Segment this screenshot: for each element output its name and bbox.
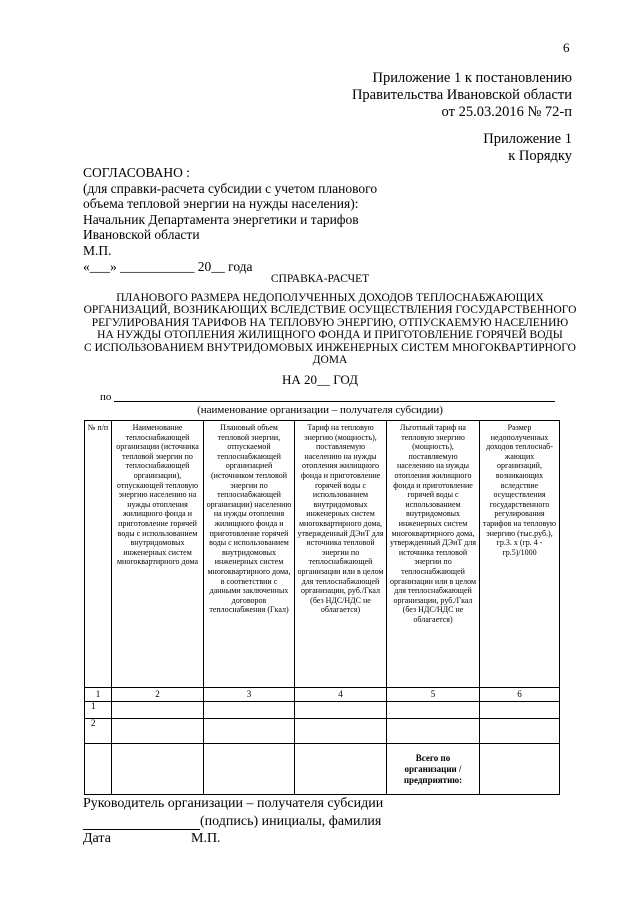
approval-line: объема тепловой энергии на нужды населения): (83, 196, 359, 212)
table-cell[interactable] (480, 702, 560, 719)
table-cell[interactable] (112, 719, 204, 744)
approval-block (83, 165, 377, 274)
table-row (85, 702, 560, 719)
total-value-cell[interactable] (480, 744, 560, 795)
table-cell[interactable] (112, 702, 204, 719)
po-label: по (100, 391, 112, 403)
subtitle-line: ОРГАНИЗАЦИЙ, ВОЗНИКАЮЩИХ ВСЛЕДСТВИЕ ОСУЩЕСТВЛЕНИЯ ГОСУДАРСТВЕННОГО (83, 304, 577, 317)
organization-caption: (наименование организации – получателя субсидии) (197, 404, 443, 416)
row-number: 1 (85, 702, 112, 719)
appendix-line: Приложение 1 к постановлению (372, 70, 572, 86)
table-header-cell: Наименование теплоснабжающей организации (источника тепловой энергии по теплоснабжающей организации), отпускающей тепловую энергию населению на нужды отопления жилищного фонда и приготовление горячей воды с использованием внутридомовых инженерных систем многоквартирного дома (112, 421, 204, 688)
table-cell[interactable] (295, 719, 387, 744)
table-cell[interactable] (387, 702, 480, 719)
table-header-cell: Плановый объем тепловой энергии, отпускаемой теплоснабжающей организацией (источником тепловой энергии по теплоснабжающей организации) населению на нужды отопления жилищного фонда и приготовление горячей воды с использованием внутридомовых инженерных систем многоквартирного дома, в соответствии с данными заключенных договоров теплоснабжения (Гкал) (204, 421, 295, 688)
appendix-resolution-block (352, 70, 572, 121)
subtitle-line: ПЛАНОВОГО РАЗМЕРА НЕДОПОЛУЧЕННЫХ ДОХОДОВ ТЕПЛОСНАБЖАЮЩИХ (116, 292, 544, 304)
signature-line (83, 814, 381, 830)
table-cell (85, 744, 112, 795)
table-cell[interactable] (204, 702, 295, 719)
column-number: 2 (112, 688, 204, 702)
table-header-cell: Тариф на тепловую энергию (мощность), поставляемую населению на нужды отопления жилищного фонда и приготовление горячей воды с использованием внутридомовых инженерных систем многоквартирного дома, утвержденный ДЭиТ для источника тепловой энергии по теплоснабжающей организации или в целом для теплоснабжающей организации, руб./Гкал (без НДС/НДС не облагается) (295, 421, 387, 688)
subtitle-line: НА НУЖДЫ ОТОПЛЕНИЯ ЖИЛИЩНОГО ФОНДА И ПРИГОТОВЛЕНИЕ ГОРЯЧЕЙ ВОДЫ (97, 329, 563, 342)
appendix-line: Правительства Ивановской области (351, 87, 572, 103)
table-header-cell: Льготный тариф на тепловую энергию (мощность), поставляемую населению на нужды отопления жилищного фонда и приготовление горячей воды с использованием внутридомовых инженерных систем многоквартирного дома, утвержденный ДЭиТ для источника тепловой энергии по теплоснабжающей организации или в целом для теплоснабжающей организации, руб./Гкал (без НДС/НДС не облагается) (387, 421, 480, 688)
column-number-row (85, 688, 560, 702)
column-number: 6 (480, 688, 560, 702)
table-header-row (85, 421, 560, 688)
table-cell[interactable] (295, 702, 387, 719)
table-row (85, 719, 560, 744)
table-header-cell: Размер недополученных доходов теплоснаб-жающих организаций, возникающих вследствие осуществления государственного регулирования тарифов на тепловую энергию (тыс.руб.), гр.3. х (гр. 4 - гр.5)/1000 (480, 421, 560, 688)
appendix-line: от 25.03.2016 № 72-п (441, 104, 572, 120)
subtitle-line: С ИСПОЛЬЗОВАНИЕМ ВНУТРИДОМОВЫХ ИНЖЕНЕРНЫХ СИСТЕМ МНОГОКВАРТИРНОГО (84, 341, 576, 354)
table-cell[interactable] (387, 719, 480, 744)
approval-line: Ивановской области (83, 227, 200, 243)
page-number: 6 (563, 40, 570, 55)
approval-line: (для справки-расчета субсидии с учетом планового (83, 180, 378, 196)
document-subtitle (80, 292, 580, 366)
table-cell (204, 744, 295, 795)
column-number: 1 (85, 688, 112, 702)
approval-line: Начальник Департамента энергетики и тарифов (83, 211, 359, 227)
signature-blank[interactable] (83, 816, 200, 830)
table-cell[interactable] (480, 719, 560, 744)
organization-name-row (100, 391, 555, 403)
signature-heading: Руководитель организации – получателя субсидии (83, 796, 384, 811)
year-line: НА 20__ ГОД (281, 372, 359, 387)
total-row (85, 744, 560, 795)
column-number: 3 (204, 688, 295, 702)
column-number: 4 (295, 688, 387, 702)
subtitle-line: ДОМА (312, 354, 348, 367)
calculation-table (84, 420, 560, 795)
row-number: 2 (85, 719, 112, 744)
table-cell (295, 744, 387, 795)
subtitle-line: РЕГУЛИРОВАНИЯ ТАРИФОВ НА ТЕПЛОВУЮ ЭНЕРГИЮ, ОТПУСКАЕМУЮ НАСЕЛЕНИЮ (91, 316, 569, 329)
appendix-line: к Порядку (508, 148, 572, 164)
table-cell[interactable] (204, 719, 295, 744)
organization-name-blank (114, 401, 555, 402)
appendix-order-block (483, 131, 572, 165)
approval-stamp: М.П. (83, 242, 112, 258)
total-label: Всего по организации /предприятию: (387, 744, 480, 795)
approval-heading: СОГЛАСОВАНО : (83, 165, 191, 180)
document-title: СПРАВКА-РАСЧЕТ (270, 273, 370, 285)
table-cell (112, 744, 204, 795)
column-number: 5 (387, 688, 480, 702)
approval-date: «___» ___________ 20__ года (83, 258, 253, 274)
appendix-line: Приложение 1 (483, 131, 572, 147)
table-header-cell: № п/п (85, 421, 112, 688)
signature-caption: (подпись) инициалы, фамилия (200, 814, 382, 829)
stamp-label: М.П. (191, 831, 221, 846)
date-label: Дата (83, 831, 111, 846)
